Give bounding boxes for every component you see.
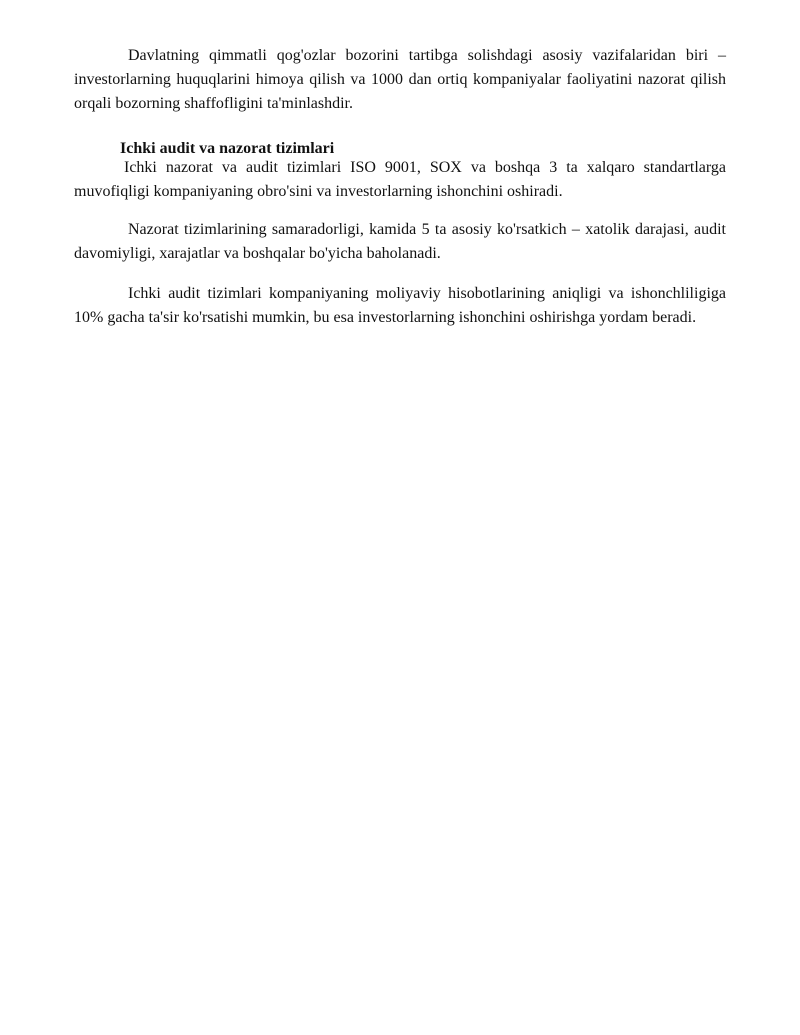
- paragraph-effectiveness: Nazorat tizimlarining samaradorligi, kamida 5 ta asosiy ko'rsatkich – xatolik darajasi, audit davomiyligi, xarajatlar va boshqalar bo'yicha baholanadi.: [74, 221, 726, 262]
- paragraph-standards: Ichki nazorat va audit tizimlari ISO 9001, SOX va boshqa 3 ta xalqaro standartlarga muvofiqligi kompaniyaning obro'sini va investorlarning ishonchini oshiradi.: [74, 159, 726, 200]
- paragraph-market-regulation: Davlatning qimmatli qog'ozlar bozorini tartibga solishdagi asosiy vazifalaridan biri – investorlarning huquqlarini himoya qilish va 1000 dan ortiq kompaniyalar faoliyatini nazorat qilish orqali bozorning shaffofligini ta'minlashdir.: [74, 47, 726, 112]
- document-body: [74, 44, 726, 330]
- section-heading: Ichki audit va nazorat tizimlari: [120, 140, 335, 157]
- paragraph-internal-audit: Ichki audit tizimlari kompaniyaning moliyaviy hisobotlarining aniqligi va ishonchliligiga 10% gacha ta'sir ko'rsatishi mumkin, bu esa investorlarning ishonchini oshirishga yordam beradi.: [74, 285, 726, 326]
